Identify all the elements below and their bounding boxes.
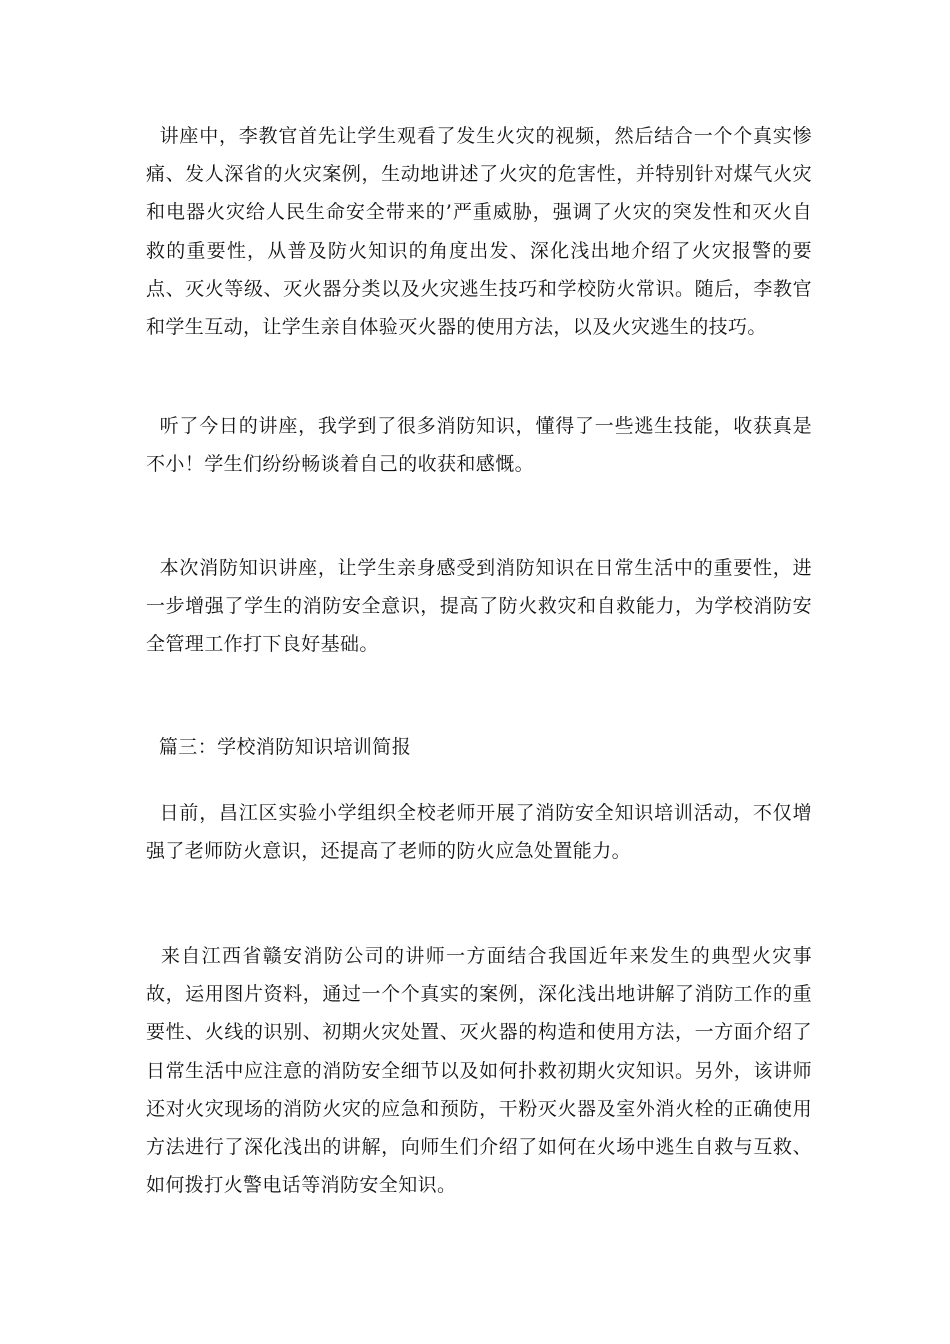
paragraph-lecture-summary: 本次消防知识讲座，让学生亲身感受到消防知识在日常生活中的重要性，进一步增强了学生的消防安全意识，提高了防火救灾和自救能力，为学校消防安全管理工作打下良好基础。 bbox=[146, 557, 812, 656]
paragraph-training-details: 来自江西省赣安消防公司的讲师一方面结合我国近年来发生的典型火灾事故，运用图片资料，通过一个个真实的案例，深化浅出地讲解了消防工作的重要性、火线的识别、初期火灾处置、灭火器的构造和使用方法，一方面介绍了日常生活中应注意的消防安全细节以及如何扑救初期火灾知识。另外，该讲师还对火灾现场的消防火灾的应急和预防，干粉灭火器及室外消火栓的正确使用方法进行了深化浅出的讲解，向师生们介绍了如何在火场中逃生自救与互救、如何拨打火警电话等消防安全知识。 bbox=[146, 945, 812, 1197]
paragraph-student-reflection: 听了今日的讲座，我学到了很多消防知识，懂得了一些逃生技能，收获真是不小！学生们纷纷畅谈着自己的收获和感慨。 bbox=[146, 415, 812, 476]
paragraph-lecture-content: 讲座中，李教官首先让学生观看了发生火灾的视频，然后结合一个个真实惨痛、发人深省的火灾案例，生动地讲述了火灾的危害性，并特别针对煤气火灾和电器火灾给人民生命安全带来的’严重威胁，强调了火灾的突发性和灭火自救的重要性，从普及防火知识的角度出发、深化浅出地介绍了火灾报警的要点、灭火等级、灭火器分类以及火灾逃生技巧和学校防火常识。随后，李教官和学生互动，让学生亲自体验灭火器的使用方法，以及火灾逃生的技巧。 bbox=[146, 125, 812, 339]
paragraph-training-intro: 日前，昌江区实验小学组织全校老师开展了消防安全知识培训活动，不仅增强了老师防火意识，还提高了老师的防火应急处置能力。 bbox=[146, 802, 812, 863]
section-heading: 篇三：学校消防知识培训简报 bbox=[146, 736, 412, 758]
